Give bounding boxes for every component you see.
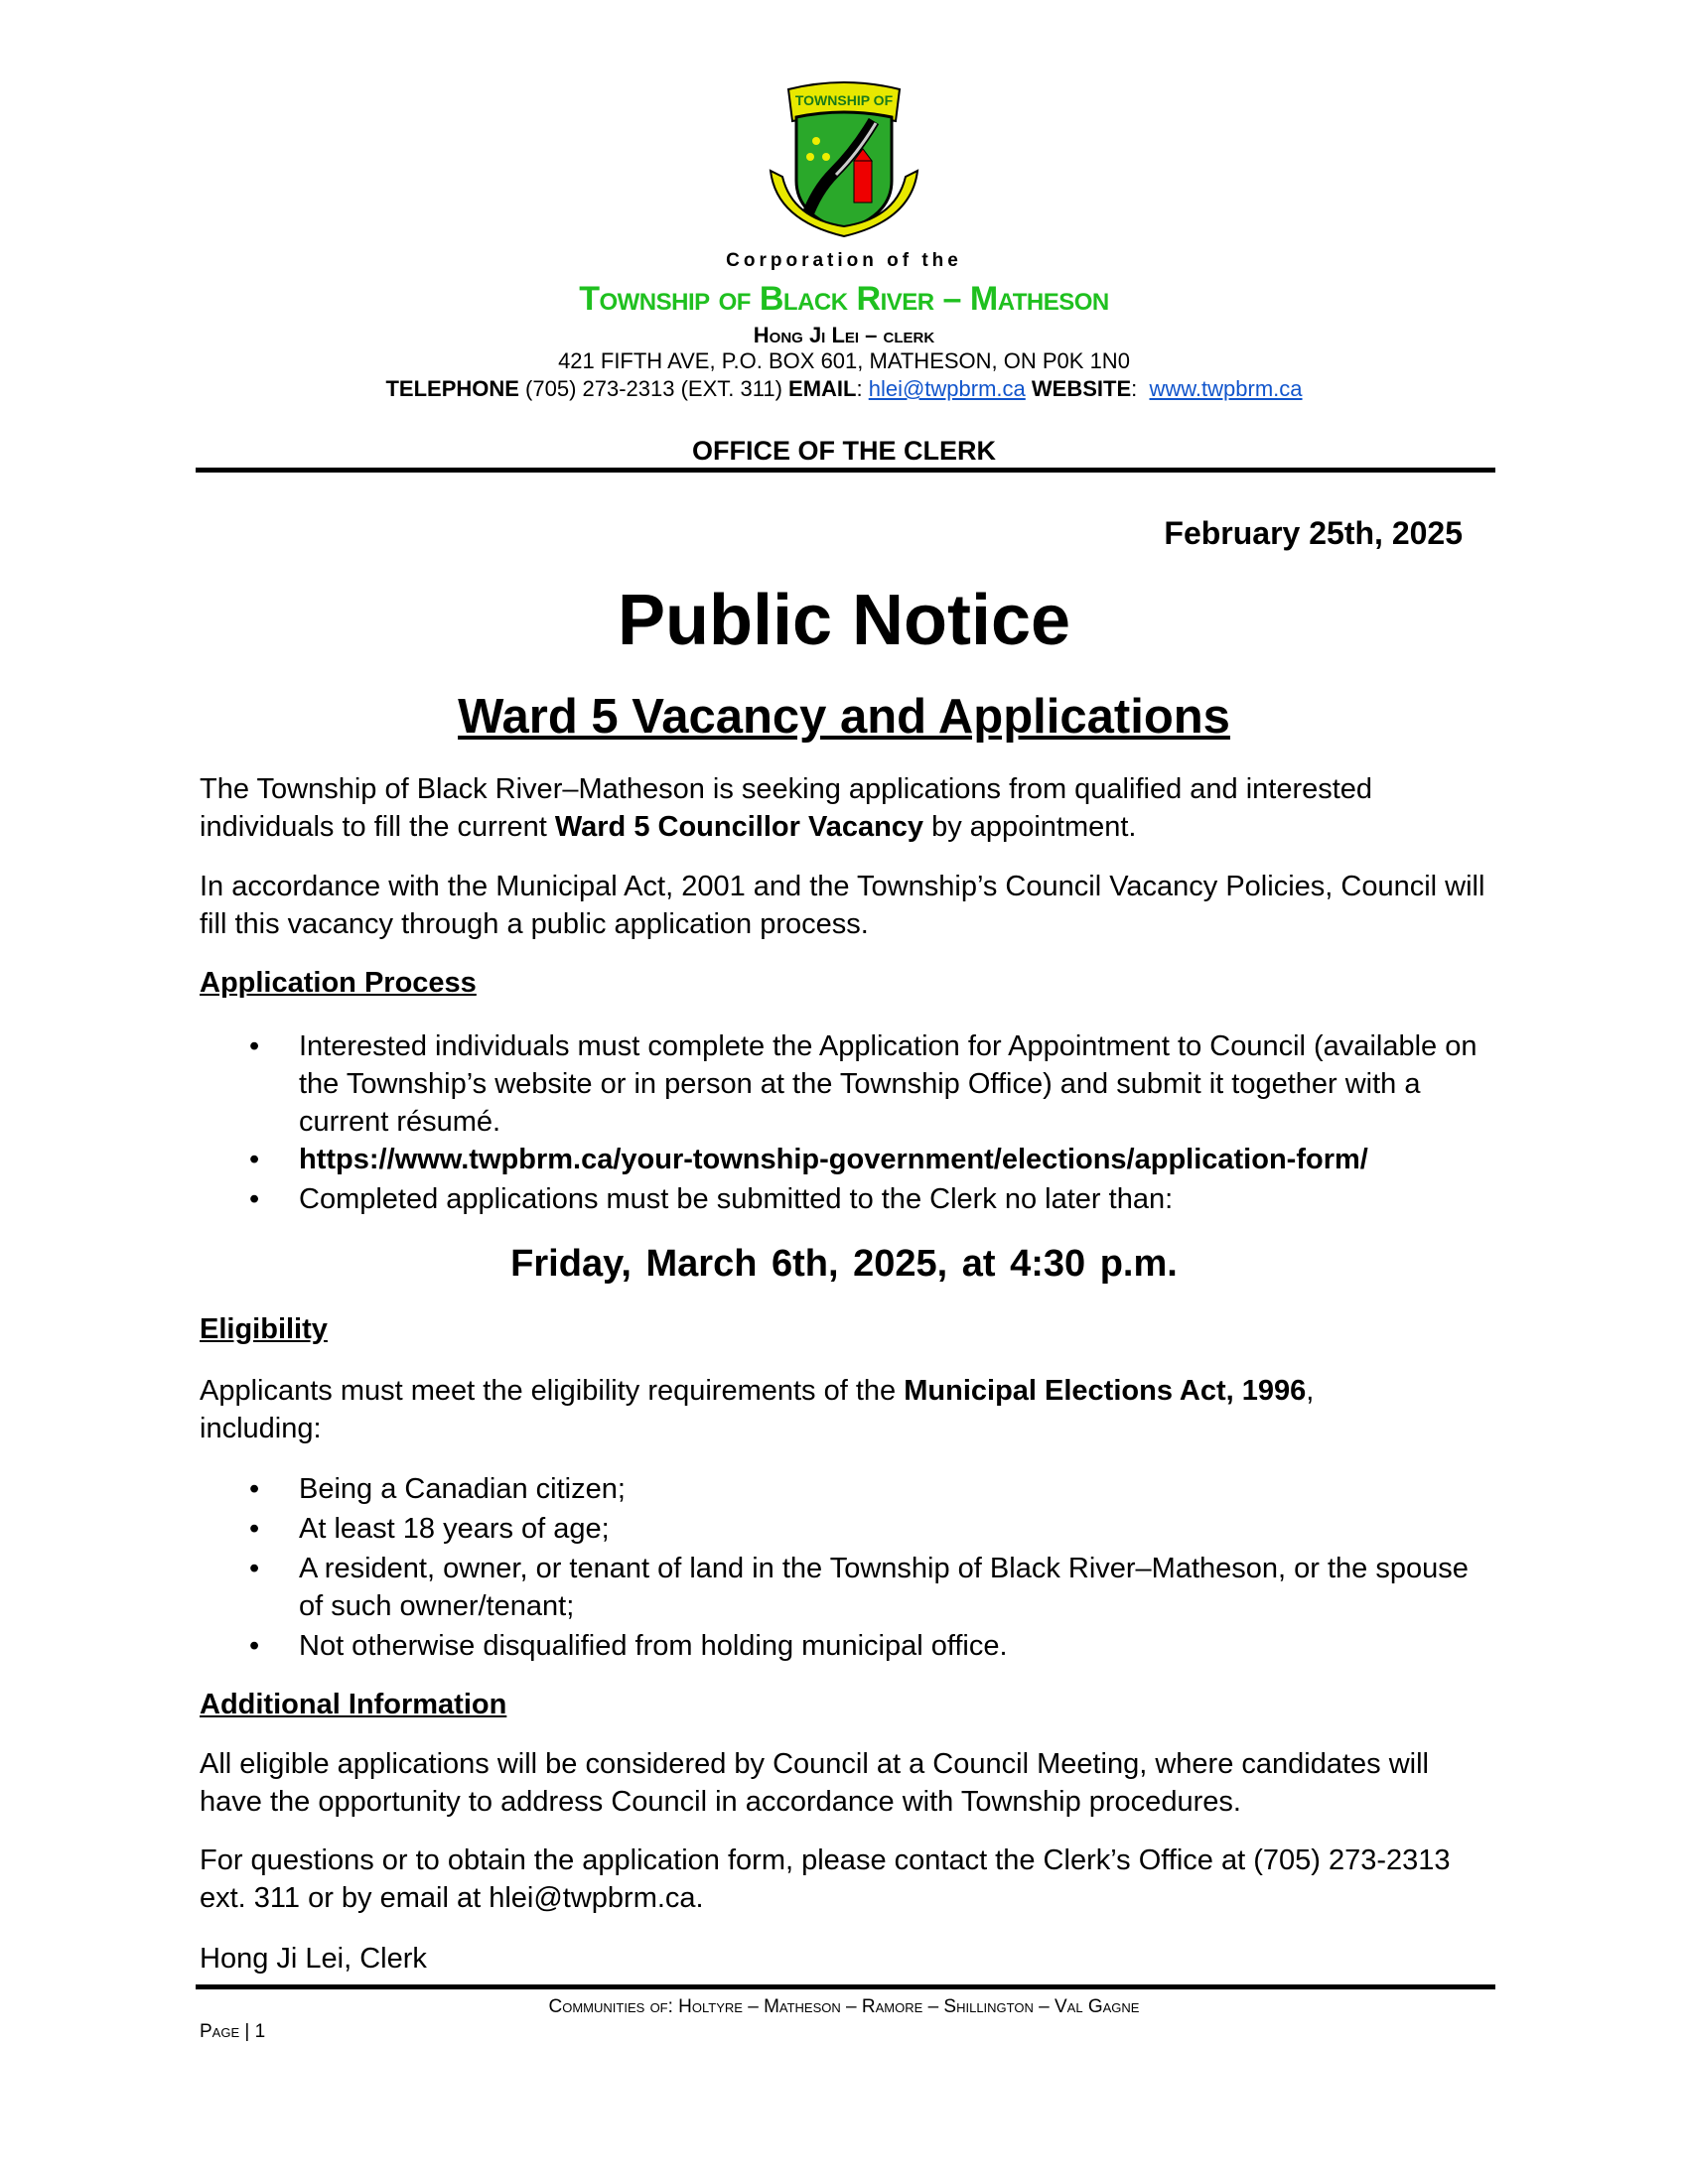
application-process-heading: Application Process <box>200 967 477 999</box>
township-name: Township of Black River – Matheson <box>579 280 1109 318</box>
signature: Hong Ji Lei, Clerk <box>200 1943 427 1975</box>
list-item: A resident, owner, or tenant of land in the Township of Black River–Matheson, or the spouse of such owner/tenant; <box>299 1553 1469 1622</box>
additional-info-heading: Additional Information <box>200 1689 507 1720</box>
bullet-icon: • <box>249 1630 260 1662</box>
deadline: Friday, March 6th, 2025, at 4:30 p.m. <box>510 1243 1178 1285</box>
list-item: At least 18 years of age; <box>299 1513 610 1545</box>
intro-paragraph: The Township of Black River–Matheson is seeking applications from qualified and interested individuals to fill the current Ward 5 Councillor Vacancy by appointment. <box>200 773 1373 843</box>
bullet-icon: • <box>249 1183 260 1215</box>
contact-paragraph: For questions or to obtain the application form, please contact the Clerk’s Office at (705) 273-2313 ext. 311 or by email at hlei@twpbrm.ca. <box>200 1844 1451 1914</box>
list-item: Being a Canadian citizen; <box>299 1473 626 1505</box>
email-link[interactable]: hlei@twpbrm.ca <box>868 376 1026 401</box>
email-label: EMAIL <box>788 376 857 401</box>
office-heading: OFFICE OF THE CLERK <box>692 436 996 466</box>
page-title: Public Notice <box>617 581 1071 660</box>
header-divider <box>196 468 1495 473</box>
address: 421 FIFTH AVE, P.O. BOX 601, MATHESON, ON P0K 1N0 <box>558 348 1130 373</box>
footer-divider <box>196 1984 1495 1989</box>
page-number: Page | 1 <box>200 2021 266 2042</box>
clerk-name: Hong Ji Lei – clerk <box>753 323 935 347</box>
bullet-icon: • <box>249 1513 260 1545</box>
contact-line: TELEPHONE (705) 273-2313 (EXT. 311) EMAIL: hlei@twpbrm.ca WEBSITE: www.twpbrm.ca <box>385 376 1303 401</box>
website-link[interactable]: www.twpbrm.ca <box>1149 376 1303 401</box>
svg-text:TOWNSHIP OF: TOWNSHIP OF <box>794 92 894 108</box>
telephone-label: TELEPHONE <box>385 376 519 401</box>
additional-paragraph: All eligible applications will be considered by Council at a Council Meeting, where candidates will have the opportunity to address Council in accordance with Township procedures. <box>200 1748 1429 1818</box>
township-crest-logo <box>767 81 921 238</box>
corporation-line: Corporation of the <box>726 250 962 271</box>
list-item: Interested individuals must complete the Application for Appointment to Council (available on the Township’s website or in person at the Township Office) and submit it together with a current résumé. <box>299 1030 1477 1138</box>
eligibility-heading: Eligibility <box>200 1313 328 1345</box>
accordance-paragraph: In accordance with the Municipal Act, 2001 and the Township’s Council Vacancy Policies, Council will fill this vacancy through a public application process. <box>200 871 1485 940</box>
bullet-icon: • <box>249 1473 260 1505</box>
bullet-icon: • <box>249 1030 260 1062</box>
communities-footer: Communities of: Holtyre – Matheson – Ramore – Shillington – Val Gagne <box>548 1996 1140 2017</box>
telephone: (705) 273-2313 (EXT. 311) <box>518 376 789 401</box>
bullet-icon: • <box>249 1144 260 1175</box>
page-subtitle: Ward 5 Vacancy and Applications <box>458 690 1230 744</box>
website-label: WEBSITE <box>1031 376 1132 401</box>
bullet-icon: • <box>249 1553 260 1584</box>
list-item: Completed applications must be submitted to the Clerk no later than: <box>299 1183 1174 1215</box>
application-form-url[interactable]: https://www.twpbrm.ca/your-township-government/elections/application-form/ <box>299 1144 1368 1175</box>
notice-date: February 25th, 2025 <box>1164 515 1463 551</box>
eligibility-intro: Applicants must meet the eligibility requirements of the Municipal Elections Act, 1996, including: <box>200 1375 1315 1444</box>
list-item: Not otherwise disqualified from holding municipal office. <box>299 1630 1008 1662</box>
